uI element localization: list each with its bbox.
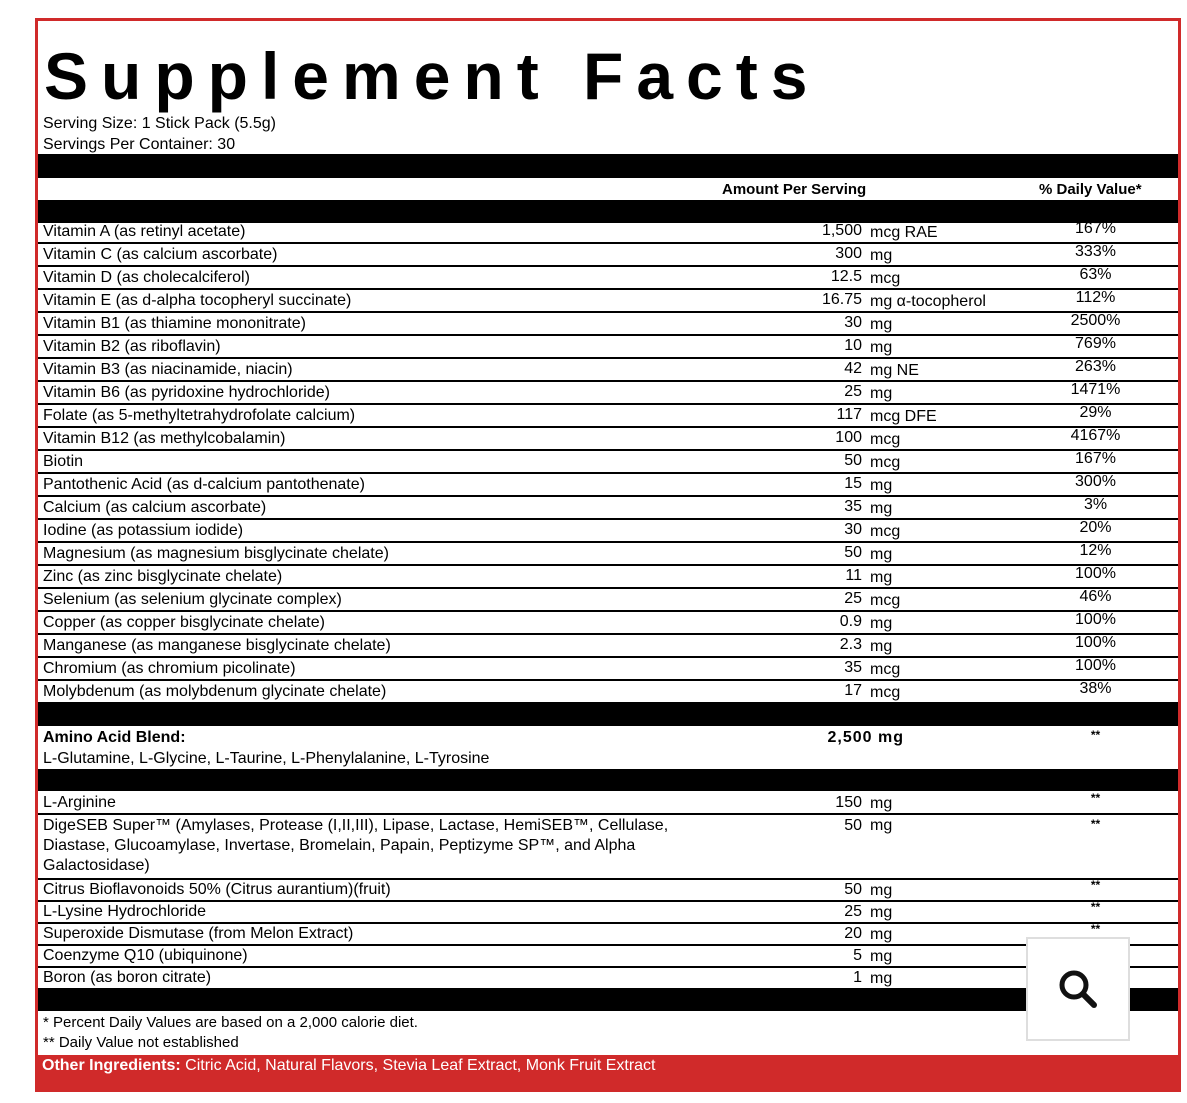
table-row xyxy=(38,244,1178,267)
nutrient-dv: 12% xyxy=(1079,542,1112,559)
ingredient-unit: mg xyxy=(870,817,893,834)
nutrient-name: Chromium (as chromium picolinate) xyxy=(43,660,296,677)
nutrient-name: Vitamin D (as cholecalciferol) xyxy=(43,269,250,286)
nutrient-dv: 769% xyxy=(1075,335,1116,352)
nutrient-name: Pantothenic Acid (as d-calcium pantothenate) xyxy=(43,476,365,493)
nutrient-name: Biotin xyxy=(43,453,84,470)
table-row xyxy=(38,405,1178,428)
nutrient-dv: 2500% xyxy=(1070,312,1121,329)
ingredient-amount: 50 xyxy=(844,817,862,834)
footnote-percent: * Percent Daily Values are based on a 2,000 calorie diet. xyxy=(43,1014,418,1031)
nutrient-unit: mg xyxy=(870,316,893,333)
table-row xyxy=(38,359,1178,382)
nutrient-name: Copper (as copper bisglycinate chelate) xyxy=(43,614,325,631)
nutrient-amount: 30 xyxy=(844,314,862,331)
ingredient-name: DigeSEB Super™ (Amylases, Protease (I,II,III), Lipase, Lactase, HemiSEB™, Cellulase, xyxy=(43,817,669,834)
nutrient-dv: 167% xyxy=(1075,220,1116,237)
ingredient-dv: ** xyxy=(1090,791,1101,805)
nutrient-unit: mcg xyxy=(870,684,901,701)
blend-name: Amino Acid Blend: xyxy=(43,729,186,746)
nutrient-unit: mg NE xyxy=(870,362,919,379)
ingredient-unit: mg xyxy=(870,904,893,921)
nutrient-name: Iodine (as potassium iodide) xyxy=(43,522,244,539)
nutrient-dv: 63% xyxy=(1079,266,1112,283)
nutrient-amount: 100 xyxy=(835,429,862,446)
serving-size: Serving Size: 1 Stick Pack (5.5g) xyxy=(43,115,276,132)
servings-per-container: Servings Per Container: 30 xyxy=(43,136,236,153)
nutrient-dv: 167% xyxy=(1075,450,1116,467)
ingredient-amount: 1 xyxy=(853,969,862,986)
blend-amount: 2,500 mg xyxy=(827,729,904,746)
ingredient-name: Boron (as boron citrate) xyxy=(43,969,212,986)
nutrient-unit: mcg xyxy=(870,270,901,287)
other-ingredients xyxy=(42,1056,656,1076)
nutrient-unit: mcg xyxy=(870,661,901,678)
nutrient-unit: mg xyxy=(870,638,893,655)
nutrient-amount: 16.75 xyxy=(821,291,862,308)
nutrient-unit: mcg xyxy=(870,592,901,609)
table-row xyxy=(38,902,1178,924)
nutrient-amount: 35 xyxy=(844,659,862,676)
nutrient-name: Vitamin E (as d-alpha tocopheryl succinate) xyxy=(43,292,352,309)
nutrient-amount: 117 xyxy=(836,406,862,423)
nutrient-dv: 4167% xyxy=(1070,427,1121,444)
ingredient-unit: mg xyxy=(870,882,893,899)
nutrient-unit: mg xyxy=(870,546,893,563)
ingredient-amount: 25 xyxy=(844,903,862,920)
nutrient-dv: 3% xyxy=(1083,496,1108,513)
nutrient-dv: 112% xyxy=(1075,289,1116,306)
nutrient-dv: 100% xyxy=(1075,634,1116,651)
nutrient-name: Vitamin B2 (as riboflavin) xyxy=(43,338,221,355)
nutrient-dv: 1471% xyxy=(1070,381,1121,398)
other-ingredients-label: Other Ingredients: xyxy=(42,1057,181,1074)
ingredient-dv: ** xyxy=(1090,817,1101,831)
nutrient-unit: mcg xyxy=(870,523,901,540)
blend-dv: ** xyxy=(1090,728,1101,742)
table-row xyxy=(38,520,1178,543)
table-row xyxy=(38,428,1178,451)
nutrient-amount: 25 xyxy=(844,383,862,400)
table-row xyxy=(38,336,1178,359)
table-row xyxy=(38,474,1178,497)
ingredient-unit: mg xyxy=(870,926,893,943)
table-row xyxy=(38,290,1178,313)
zoom-button[interactable] xyxy=(1026,937,1130,1041)
nutrient-dv: 20% xyxy=(1079,519,1112,536)
ingredient-unit: mg xyxy=(870,970,893,987)
footnote-not-established: ** Daily Value not established xyxy=(43,1034,239,1051)
nutrient-unit: mg α-tocopherol xyxy=(870,293,986,310)
table-row xyxy=(38,497,1178,520)
ingredient-amount: 150 xyxy=(835,794,862,811)
nutrient-amount: 50 xyxy=(844,544,862,561)
nutrient-unit: mg xyxy=(870,569,893,586)
nutrient-dv: 100% xyxy=(1075,611,1116,628)
amino-acid-blend xyxy=(38,726,1178,769)
amount-header: Amount Per Serving xyxy=(722,181,867,198)
ingredient-name: Citrus Bioflavonoids 50% (Citrus aurantium)(fruit) xyxy=(43,881,391,898)
blend-ingredients: L-Glutamine, L-Glycine, L-Taurine, L-Phenylalanine, L-Tyrosine xyxy=(43,750,490,767)
nutrient-unit: mcg DFE xyxy=(870,408,937,425)
nutrient-name: Zinc (as zinc bisglycinate chelate) xyxy=(43,568,283,585)
nutrient-name: Vitamin B6 (as pyridoxine hydrochloride) xyxy=(43,384,330,401)
nutrient-name: Calcium (as calcium ascorbate) xyxy=(43,499,267,516)
table-row xyxy=(38,267,1178,290)
nutrient-amount: 30 xyxy=(844,521,862,538)
nutrient-amount: 35 xyxy=(844,498,862,515)
nutrient-dv: 100% xyxy=(1075,657,1116,674)
nutrient-unit: mcg RAE xyxy=(870,224,938,241)
table-row xyxy=(38,946,1178,968)
ingredient-name: Coenzyme Q10 (ubiquinone) xyxy=(43,947,248,964)
table-row xyxy=(38,791,1178,815)
nutrient-amount: 15 xyxy=(844,475,862,492)
nutrient-unit: mg xyxy=(870,339,893,356)
other-ingredients-text: Citric Acid, Natural Flavors, Stevia Leaf Extract, Monk Fruit Extract xyxy=(180,1057,656,1074)
ingredient-dv: ** xyxy=(1090,900,1101,914)
daily-value-header: % Daily Value* xyxy=(1039,181,1142,198)
thick-divider xyxy=(38,154,1178,178)
ingredient-unit: mg xyxy=(870,948,893,965)
nutrient-unit: mg xyxy=(870,477,893,494)
nutrient-amount: 17 xyxy=(844,682,862,699)
nutrient-unit: mg xyxy=(870,500,893,517)
nutrient-dv: 100% xyxy=(1075,565,1116,582)
nutrient-name: Vitamin B12 (as methylcobalamin) xyxy=(43,430,286,447)
nutrient-name: Molybdenum (as molybdenum glycinate chelate) xyxy=(43,683,387,700)
nutrient-unit: mg xyxy=(870,615,893,632)
ingredient-name: L-Arginine xyxy=(43,794,116,811)
thick-divider xyxy=(38,200,1178,223)
search-icon xyxy=(1056,967,1100,1011)
nutrient-amount: 11 xyxy=(845,567,862,584)
nutrient-name: Vitamin B3 (as niacinamide, niacin) xyxy=(43,361,293,378)
table-row xyxy=(38,451,1178,474)
table-row xyxy=(38,589,1178,612)
table-row xyxy=(38,221,1178,244)
nutrient-dv: 300% xyxy=(1075,473,1116,490)
ingredient-name-line3: Galactosidase) xyxy=(43,857,150,874)
table-row xyxy=(38,382,1178,405)
nutrient-amount: 12.5 xyxy=(830,268,862,285)
ingredient-unit: mg xyxy=(870,795,893,812)
nutrient-dv: 263% xyxy=(1075,358,1116,375)
thick-divider xyxy=(38,702,1178,726)
nutrient-amount: 300 xyxy=(835,245,862,262)
nutrient-dv: 46% xyxy=(1079,588,1112,605)
nutrient-unit: mcg xyxy=(870,431,901,448)
ingredient-name: L-Lysine Hydrochloride xyxy=(43,903,207,920)
thick-divider xyxy=(38,988,1178,1011)
table-row xyxy=(38,968,1178,988)
nutrient-name: Vitamin A (as retinyl acetate) xyxy=(43,223,246,240)
nutrient-amount: 10 xyxy=(844,337,862,354)
ingredient-amount: 5 xyxy=(853,947,862,964)
table-row xyxy=(38,543,1178,566)
nutrient-dv: 333% xyxy=(1075,243,1116,260)
table-row xyxy=(38,612,1178,635)
nutrient-unit: mg xyxy=(870,247,893,264)
nutrient-dv: 38% xyxy=(1079,680,1112,697)
ingredient-dv: ** xyxy=(1090,878,1101,892)
nutrient-dv: 29% xyxy=(1079,404,1112,421)
ingredient-amount: 20 xyxy=(844,925,862,942)
nutrient-table xyxy=(38,221,1178,725)
ingredient-name: Superoxide Dismutase (from Melon Extract) xyxy=(43,925,354,942)
supplement-facts-panel xyxy=(38,21,1178,1055)
nutrient-amount: 1,500 xyxy=(821,222,862,239)
table-row xyxy=(38,566,1178,589)
nutrient-name: Magnesium (as magnesium bisglycinate chelate) xyxy=(43,545,389,562)
nutrient-amount: 25 xyxy=(844,590,862,607)
ingredient-name-line2: Diastase, Glucoamylase, Invertase, Bromelain, Papain, Peptizyme SP™, and Alpha xyxy=(43,837,636,854)
nutrient-amount: 42 xyxy=(844,360,862,377)
ingredient-dv: ** xyxy=(1090,922,1101,936)
table-row xyxy=(38,635,1178,658)
table-row xyxy=(38,880,1178,902)
table-row xyxy=(38,924,1178,946)
nutrient-amount: 50 xyxy=(844,452,862,469)
nutrient-amount: 0.9 xyxy=(839,613,862,630)
thick-divider xyxy=(38,769,1178,791)
nutrient-unit: mcg xyxy=(870,454,901,471)
nutrient-name: Folate (as 5-methyltetrahydrofolate calcium) xyxy=(43,407,356,424)
table-row xyxy=(38,815,1178,880)
nutrient-name: Manganese (as manganese bisglycinate chelate) xyxy=(43,637,391,654)
nutrient-name: Vitamin B1 (as thiamine mononitrate) xyxy=(43,315,306,332)
nutrient-name: Vitamin C (as calcium ascorbate) xyxy=(43,246,278,263)
nutrient-unit: mg xyxy=(870,385,893,402)
table-row xyxy=(38,681,1178,704)
panel-title: Supplement Facts xyxy=(44,39,821,113)
ingredient-amount: 50 xyxy=(844,881,862,898)
nutrient-amount: 2.3 xyxy=(839,636,862,653)
table-row xyxy=(38,313,1178,336)
nutrient-name: Selenium (as selenium glycinate complex) xyxy=(43,591,342,608)
table-row xyxy=(38,658,1178,681)
